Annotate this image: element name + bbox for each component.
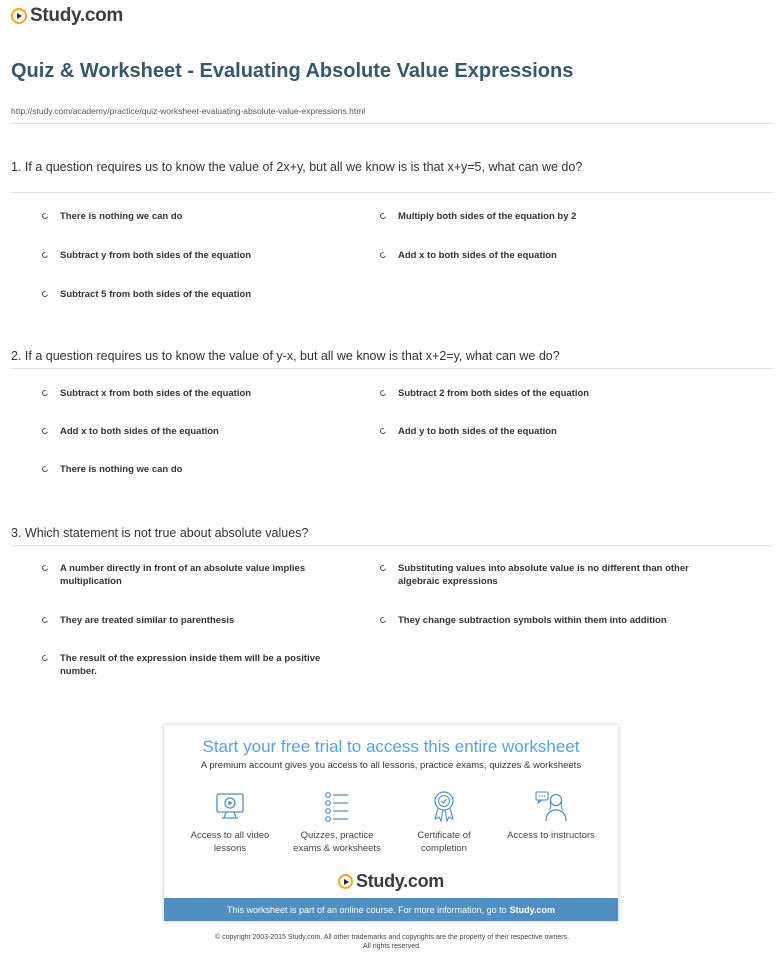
radio-icon[interactable] xyxy=(41,616,49,624)
feature-video-lessons xyxy=(180,789,280,855)
divider xyxy=(11,123,773,124)
promo-subtitle: A premium account gives you access to all lessons, practice exams, quizzes & worksheets xyxy=(200,760,582,771)
feature-label: Certificate of completion xyxy=(417,830,471,854)
answer-option[interactable]: There is nothing we can do xyxy=(42,463,342,476)
answer-option[interactable]: Subtract y from both sides of the equation xyxy=(42,249,342,262)
answer-option[interactable]: Add x to both sides of the equation xyxy=(380,249,710,262)
answer-option[interactable]: They change subtraction symbols within them into addition xyxy=(380,614,710,627)
answer-option[interactable]: A number directly in front of an absolute value implies multiplication xyxy=(42,562,342,588)
answer-option[interactable]: They are treated similar to parenthesis xyxy=(42,614,342,627)
play-logo-icon xyxy=(11,8,27,24)
certificate-icon xyxy=(427,789,461,823)
radio-icon[interactable] xyxy=(41,564,49,572)
answer-option[interactable]: Subtract 5 from both sides of the equation xyxy=(42,288,342,301)
radio-icon[interactable] xyxy=(379,212,387,220)
divider xyxy=(11,368,773,369)
copyright-notice: © copyright 2003-2015 Study.com. All other trademarks and copyrights are the property of their respective owners. All rights reserved. xyxy=(214,934,570,950)
radio-icon[interactable] xyxy=(41,251,49,259)
answer-option[interactable]: Multiply both sides of the equation by 2 xyxy=(380,210,710,223)
answer-option[interactable]: Add y to both sides of the equation xyxy=(380,425,710,438)
radio-icon[interactable] xyxy=(379,389,387,397)
play-logo-icon xyxy=(338,874,353,889)
radio-icon[interactable] xyxy=(379,427,387,435)
promo-bar-text: This worksheet is part of an online course. For more information, go to xyxy=(227,904,507,915)
free-trial-promo[interactable] xyxy=(164,725,618,921)
feature-label: Access to instructors xyxy=(507,830,595,841)
radio-icon[interactable] xyxy=(41,654,49,662)
promo-info-bar xyxy=(164,898,618,921)
study-logo[interactable] xyxy=(11,5,123,27)
feature-quizzes xyxy=(287,789,387,855)
answer-option[interactable]: Subtract x from both sides of the equation xyxy=(42,387,342,400)
video-lesson-icon xyxy=(213,789,247,823)
radio-icon[interactable] xyxy=(41,212,49,220)
quiz-list-icon xyxy=(320,789,354,823)
promo-bar-link[interactable]: Study.com xyxy=(509,904,555,915)
radio-icon[interactable] xyxy=(41,465,49,473)
feature-certificate xyxy=(394,789,494,855)
page-url: http://study.com/academy/practice/quiz-worksheet-evaluating-absolute-value-expressions.html xyxy=(11,106,366,116)
answer-option[interactable]: Subtract 2 from both sides of the equation xyxy=(380,387,710,400)
answer-option[interactable]: There is nothing we can do xyxy=(42,210,342,223)
answer-option[interactable]: Substituting values into absolute value is no different than other algebraic expressions xyxy=(380,562,710,588)
question-1: 1. If a question requires us to know the value of 2x+y, but all we know is is that x+y=5, what can we do? xyxy=(11,160,583,174)
promo-title: Start your free trial to access this entire worksheet xyxy=(202,737,580,756)
radio-icon[interactable] xyxy=(379,616,387,624)
question-2: 2. If a question requires us to know the value of y-x, but all we know is that x+2=y, what can we do? xyxy=(11,349,560,363)
radio-icon[interactable] xyxy=(41,290,49,298)
promo-study-logo[interactable] xyxy=(164,871,618,892)
feature-label: Quizzes, practice exams & worksheets xyxy=(293,830,381,854)
radio-icon[interactable] xyxy=(379,564,387,572)
brand-name: Study.com xyxy=(30,5,124,26)
answer-option[interactable]: Add x to both sides of the equation xyxy=(42,425,342,438)
divider xyxy=(11,545,773,546)
instructor-icon xyxy=(534,789,568,823)
answer-option[interactable]: The result of the expression inside them will be a positive number. xyxy=(42,652,342,678)
question-3: 3. Which statement is not true about absolute values? xyxy=(11,526,309,540)
feature-label: Access to all video lessons xyxy=(190,830,270,854)
radio-icon[interactable] xyxy=(41,389,49,397)
brand-name: Study.com xyxy=(356,871,444,891)
page-title: Quiz & Worksheet - Evaluating Absolute Value Expressions xyxy=(11,60,574,82)
radio-icon[interactable] xyxy=(41,427,49,435)
divider xyxy=(11,192,773,193)
feature-instructors xyxy=(501,789,601,842)
radio-icon[interactable] xyxy=(379,251,387,259)
